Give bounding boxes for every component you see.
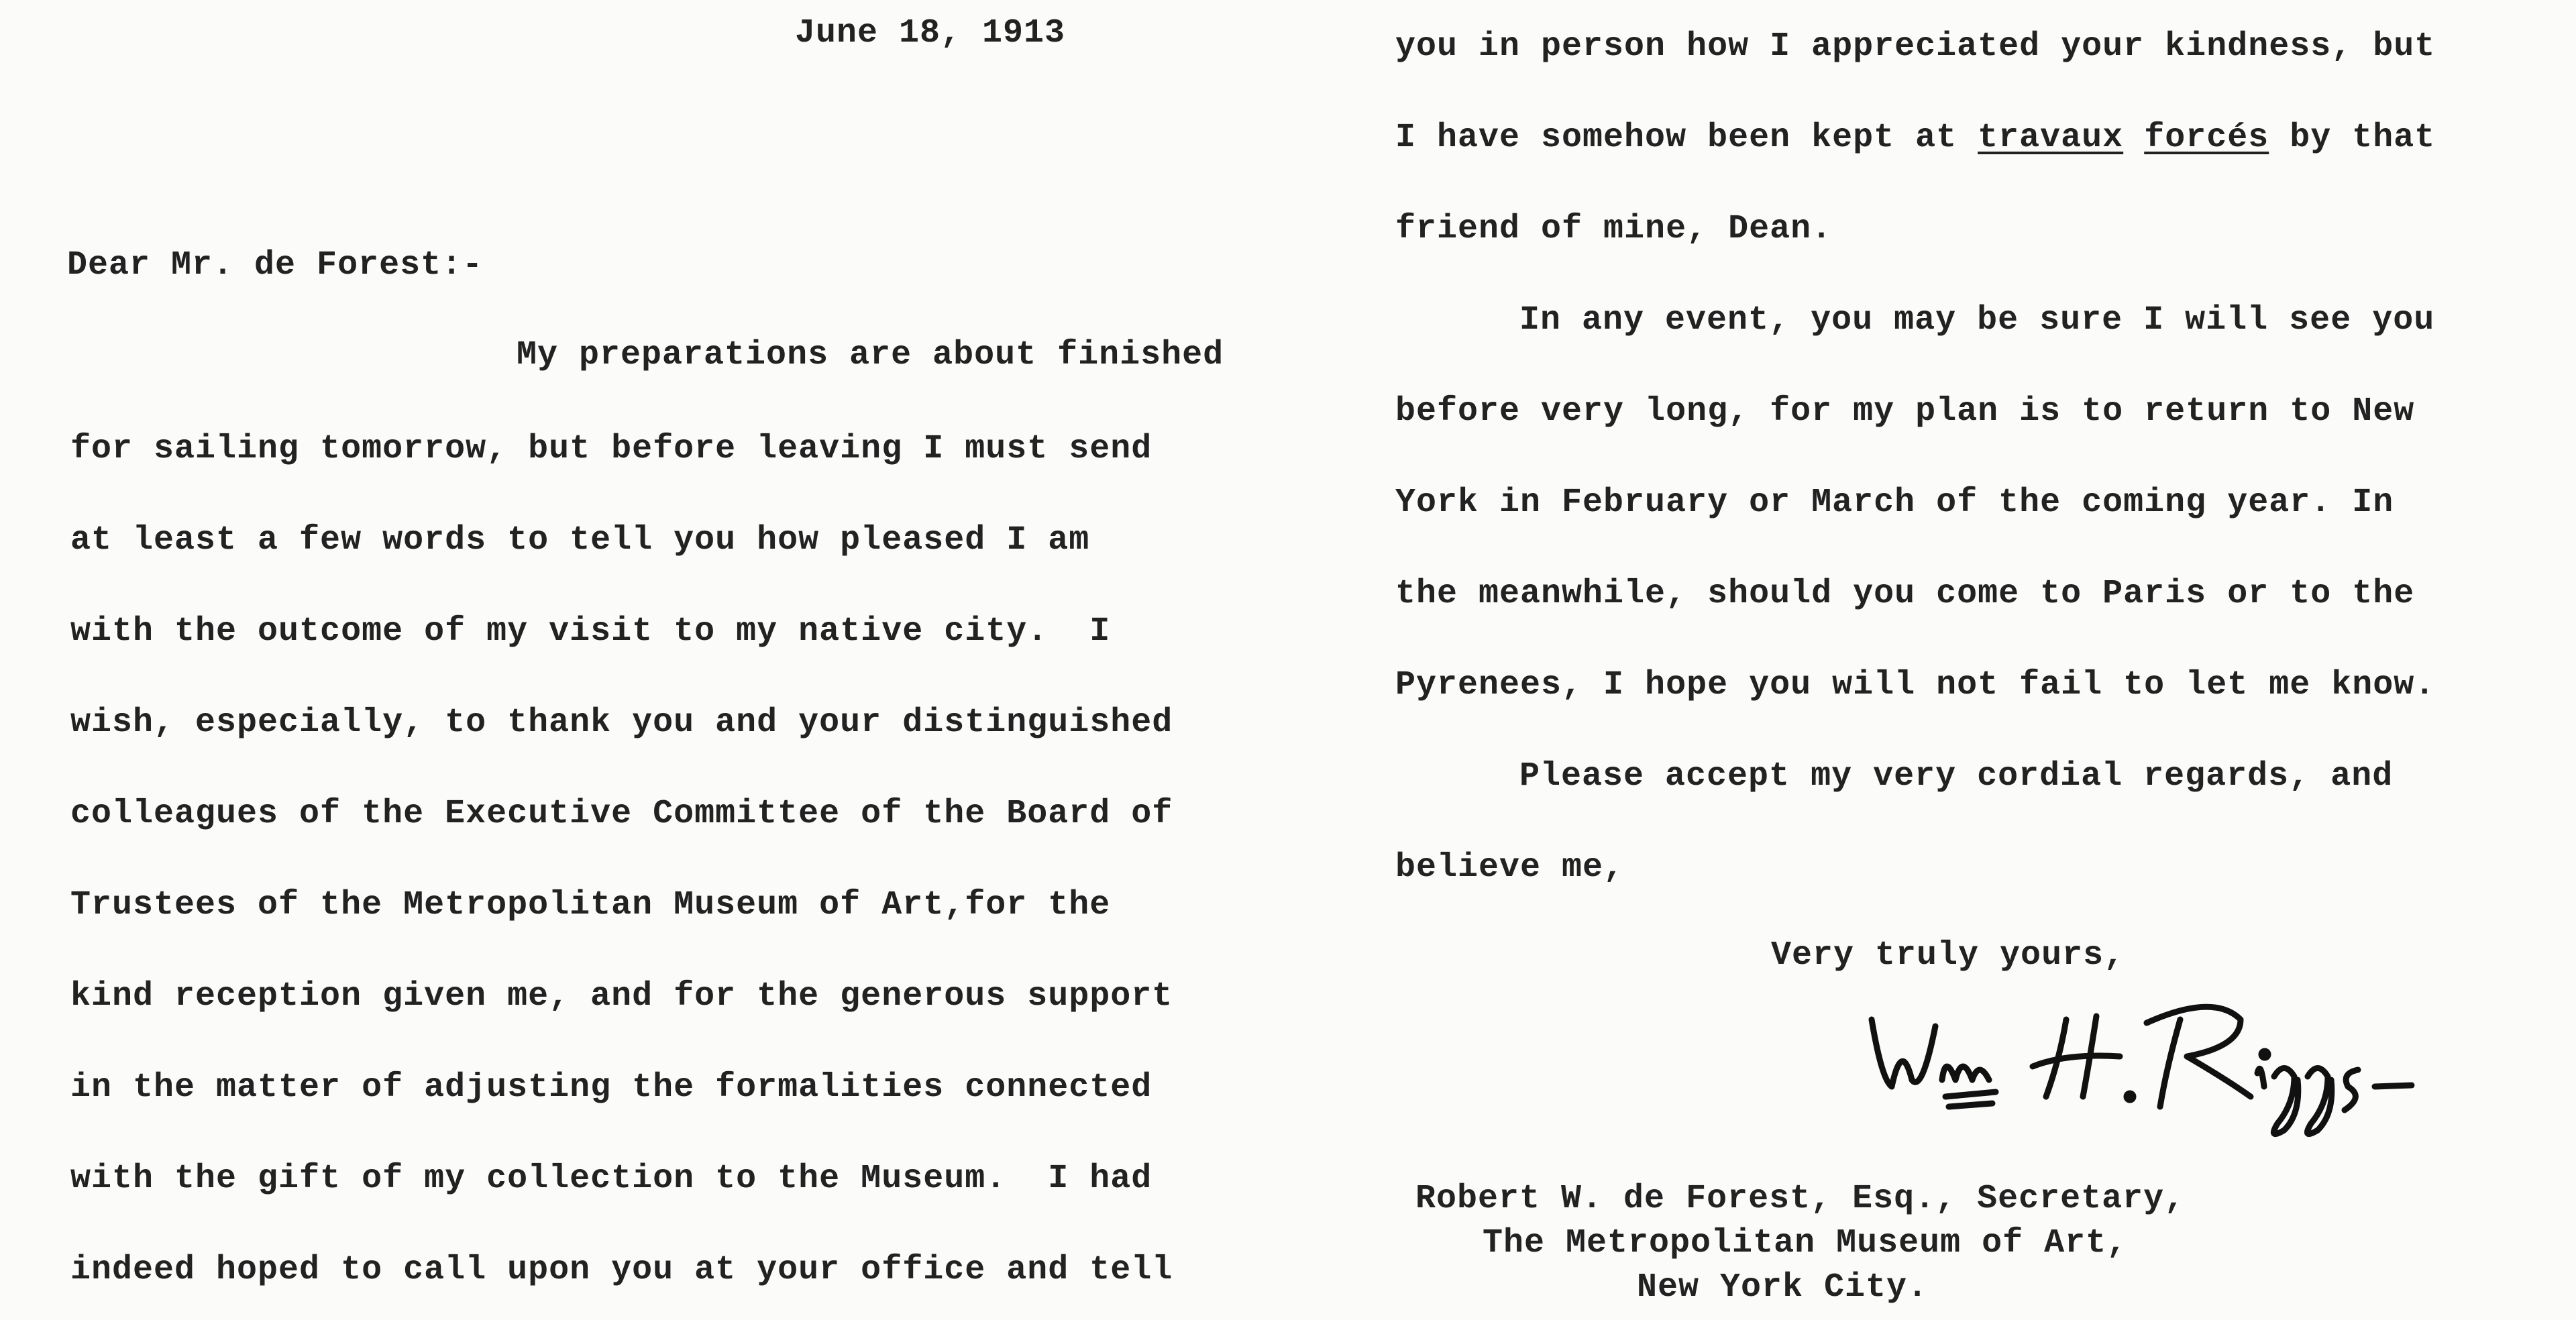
recipient-name: Robert W. de Forest, Esq., Secretary, — [1415, 1180, 2186, 1218]
signature-image — [1865, 979, 2469, 1154]
letter-date: June 18, 1913 — [795, 14, 1066, 52]
body-line: in the matter of adjusting the formalities connected — [70, 1068, 1152, 1107]
body-line — [1395, 118, 2435, 158]
letter-right-column — [1395, 0, 2576, 1320]
body-line: before very long, for my plan is to return to New — [1395, 392, 2415, 431]
body-line: kind reception given me, and for the generous support — [70, 977, 1173, 1015]
body-line: with the outcome of my visit to my native city. I — [70, 612, 1111, 651]
body-line: Trustees of the Metropolitan Museum of Art,for the — [70, 886, 1111, 924]
body-line: Pyrenees, I hope you will not fail to let me know. — [1395, 666, 2436, 704]
word-space — [2123, 119, 2144, 157]
body-line: wish, especially, to thank you and your distinguished — [70, 704, 1173, 742]
body-text: I have somehow been kept at — [1395, 119, 1978, 157]
underlined-phrase: forcés — [2144, 119, 2269, 157]
body-text: by that — [2269, 119, 2436, 157]
body-line: York in February or March of the coming year. In — [1395, 484, 2394, 522]
body-line: indeed hoped to call upon you at your office and tell — [70, 1251, 1173, 1289]
body-line: the meanwhile, should you come to Paris or to the — [1395, 575, 2415, 613]
body-line: believe me, — [1395, 848, 1625, 887]
body-line: Please accept my very cordial regards, and — [1519, 757, 2394, 795]
closing: Very truly yours, — [1771, 936, 2125, 975]
body-line: In any event, you may be sure I will see you — [1519, 301, 2435, 339]
body-line: with the gift of my collection to the Museum. I had — [70, 1160, 1152, 1198]
body-line: you in person how I appreciated your kindness, but — [1395, 28, 2436, 66]
body-line: friend of mine, Dean. — [1395, 210, 1833, 248]
recipient-organization: The Metropolitan Museum of Art, — [1483, 1224, 2128, 1262]
body-line: colleagues of the Executive Committee of the Board of — [70, 795, 1173, 833]
body-line: My preparations are about finished — [517, 336, 1224, 374]
salutation: Dear Mr. de Forest:- — [67, 246, 484, 284]
body-line: for sailing tomorrow, but before leaving I must send — [70, 430, 1152, 468]
recipient-city: New York City. — [1637, 1268, 1929, 1307]
body-line: at least a few words to tell you how pleased I am — [70, 521, 1090, 559]
underlined-phrase: travaux — [1978, 119, 2124, 157]
